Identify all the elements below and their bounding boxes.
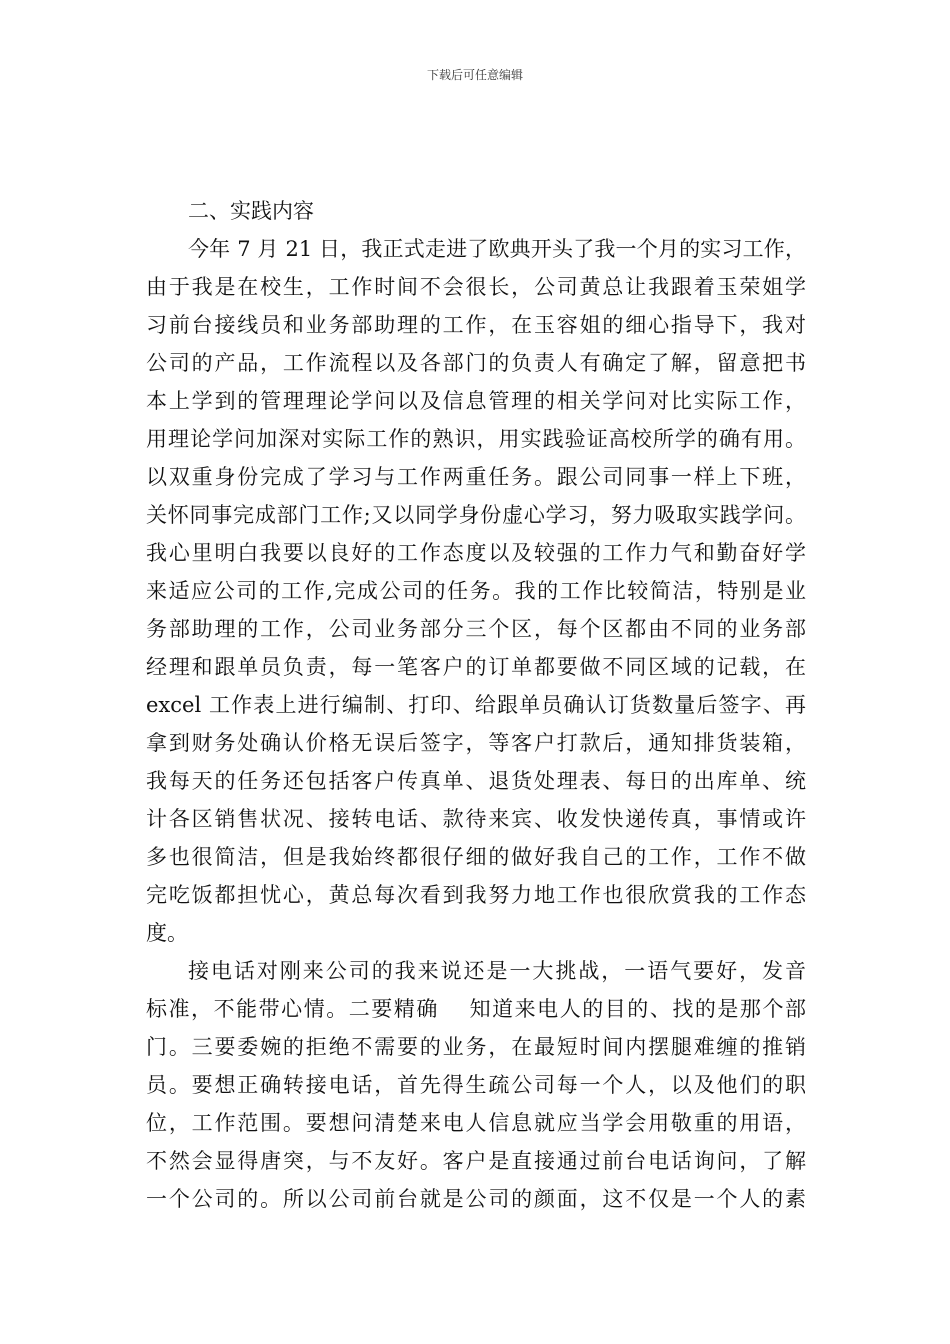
paragraph-line: 来适应公司的工作,完成公司的任务。我的工作比较简洁，特别是业 [146,579,806,603]
paragraph-line: 我心里明白我要以良好的工作态度以及较强的工作力气和勤奋好学 [146,541,806,565]
paragraph-line: 习前台接线员和业务部助理的工作，在玉容姐的细心指导下，我对 [146,313,806,337]
paragraph-line: 一个公司的。所以公司前台就是公司的颜面，这不仅是一个人的素 [146,1187,806,1211]
paragraph-line: 不然会显得唐突，与不友好。客户是直接通过前台电话询问，了解 [146,1149,806,1173]
section-heading: 二、实践内容 [188,199,314,223]
paragraph-line: 关怀同事完成部门工作;又以同学身份虚心学习，努力吸取实践学问。 [146,503,806,527]
paragraph-line: 以双重身份完成了学习与工作两重任务。跟公司同事一样上下班， [146,465,806,489]
paragraph-line: 今年 7 月 21 日，我正式走进了欧典开头了我一个月的实习工作， [188,237,806,261]
paragraph-2 [146,952,806,1218]
paragraph-line: 完吃饭都担忧心，黄总每次看到我努力地工作也很欣赏我的工作态 [146,883,806,907]
paragraph-line: 经理和跟单员负责，每一笔客户的订单都要做不同区域的记载，在 [146,655,806,679]
paragraph-line: 本上学到的管理理论学问以及信息管理的相关学问对比实际工作， [146,389,806,413]
paragraph-line: 由于我是在校生，工作时间不会很长，公司黄总让我跟着玉荣姐学 [146,275,806,299]
paragraph-line: 门。三要委婉的拒绝不需要的业务，在最短时间内摆腿难缠的推销 [146,1035,806,1059]
page-header: 下载后可任意编辑 [426,68,523,82]
paragraph-1 [146,230,806,952]
paragraph-line: 员。要想正确转接电话，首先得生疏公司每一个人，以及他们的职 [146,1073,806,1097]
paragraph-line: 接电话对刚来公司的我来说还是一大挑战，一语气要好，发音 [188,959,806,983]
paragraph-line: 务部助理的工作，公司业务部分三个区，每个区都由不同的业务部 [146,617,806,641]
paragraph-line: 我每天的任务还包括客户传真单、退货处理表、每日的出库单、统 [146,769,806,793]
paragraph-line: 公司的产品，工作流程以及各部门的负责人有确定了解，留意把书 [146,351,806,375]
paragraph-line: 度。 [146,921,188,945]
paragraph-line: 用理论学问加深对实际工作的熟识，用实践验证高校所学的确有用。 [146,427,806,451]
paragraph-line: 拿到财务处确认价格无误后签字，等客户打款后，通知排货装箱， [146,731,806,755]
paragraph-line: 计各区销售状况、接转电话、款待来宾、收发快递传真，事情或许 [146,807,806,831]
paragraph-line: 位，工作范围。要想问清楚来电人信息就应当学会用敬重的用语， [146,1111,806,1135]
paragraph-line: excel 工作表上进行编制、打印、给跟单员确认订货数量后签字、再 [146,693,806,717]
paragraph-line: 多也很简洁，但是我始终都很仔细的做好我自己的工作，工作不做 [146,845,806,869]
document-body [146,192,806,1218]
paragraph-line: 标准，不能带心情。二要精确 知道来电人的目的、找的是那个部 [146,997,806,1021]
